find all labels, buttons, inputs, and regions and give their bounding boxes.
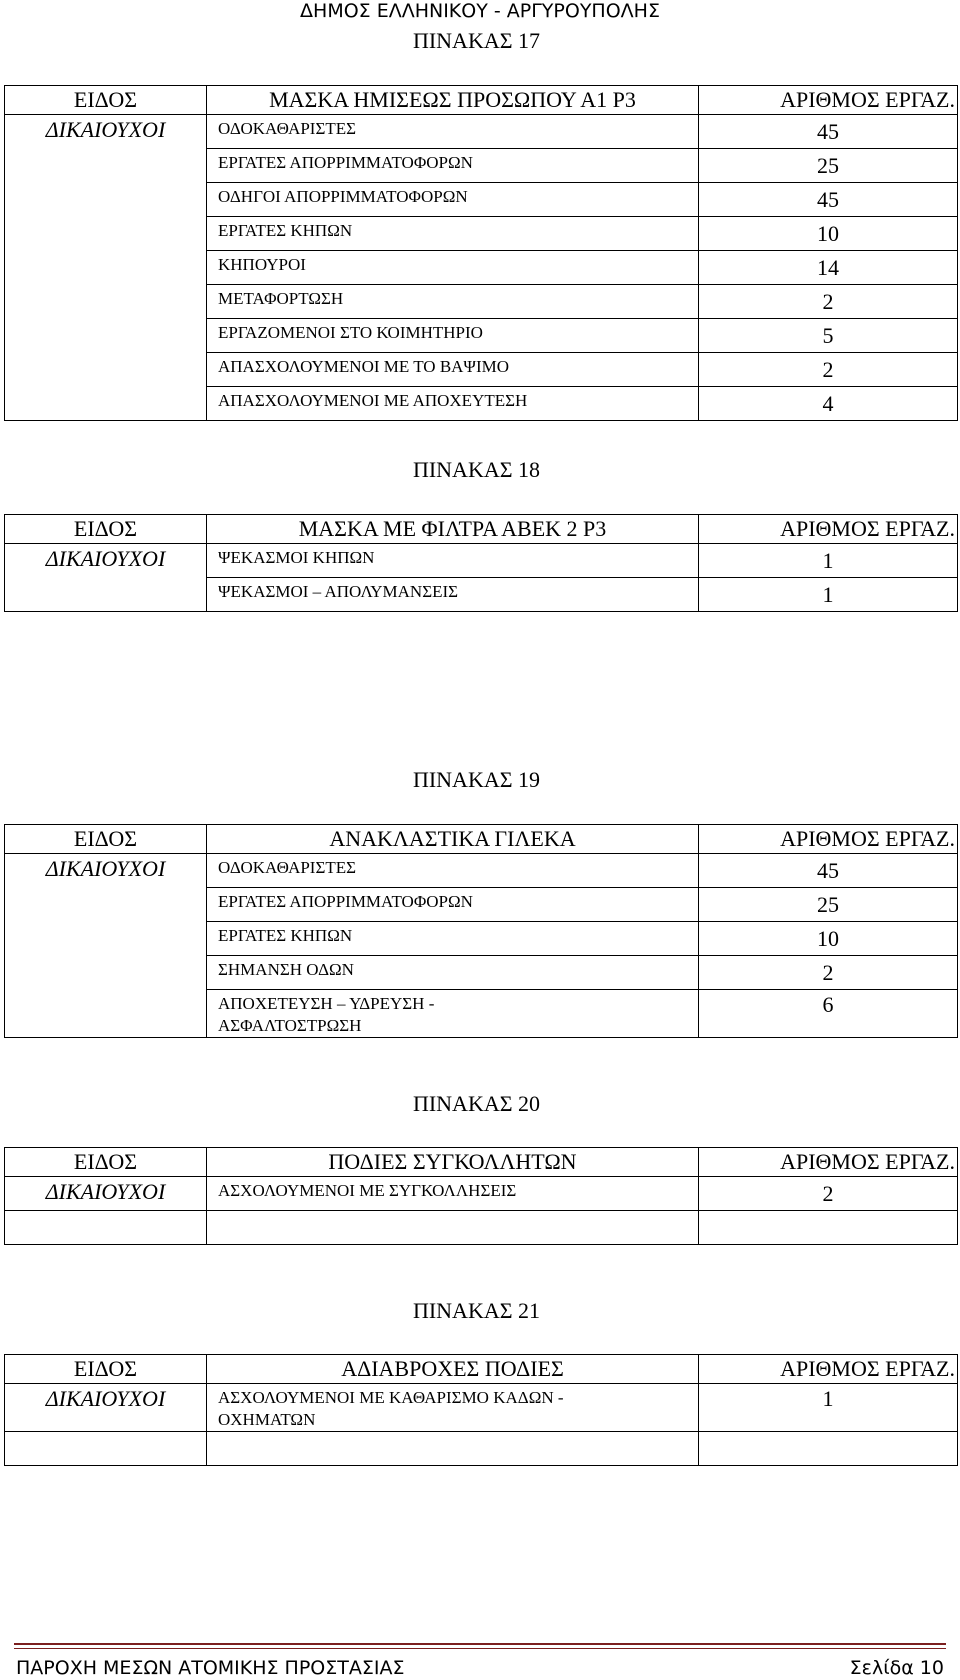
count-cell: 25 — [699, 888, 958, 922]
role-cell: ΣΗΜΑΝΣΗ ΟΔΩΝ — [207, 956, 699, 990]
count-cell: 10 — [699, 922, 958, 956]
role-cell: ΑΠΑΣΧΟΛΟΥΜΕΝΟΙ ΜΕ ΑΠΟΧΕΥΤΕΣΗ — [207, 387, 699, 421]
count-cell — [699, 1432, 958, 1466]
col-count-header: ΑΡΙΘΜΟΣ ΕΡΓΑΖ. — [699, 1355, 958, 1384]
table-row — [5, 1211, 958, 1245]
table-18 — [4, 514, 958, 612]
col-type-header: ΕΙΔΟΣ — [5, 825, 207, 854]
role-cell — [207, 1432, 699, 1466]
role-cell: ΕΡΓΑΤΕΣ ΚΗΠΩΝ — [207, 217, 699, 251]
role-cell: ΕΡΓΑΖΟΜΕΝΟΙ ΣΤΟ ΚΟΙΜΗΤΗΡΙΟ — [207, 319, 699, 353]
item-name: ΑΔΙΑΒΡΟΧΕΣ ΠΟΔΙΕΣ — [207, 1355, 699, 1384]
role-cell: ΨΕΚΑΣΜΟΙ ΚΗΠΩΝ — [207, 544, 699, 578]
table-header-row — [5, 1148, 958, 1177]
count-cell: 1 — [699, 544, 958, 578]
count-cell — [699, 1211, 958, 1245]
table-17 — [4, 85, 958, 421]
role-cell: ΜΕΤΑΦΟΡΤΩΣΗ — [207, 285, 699, 319]
page-header-municipality: ΔΗΜΟΣ ΕΛΛΗΝΙΚΟΥ - ΑΡΓΥΡΟΥΠΟΛΗΣ — [300, 0, 660, 22]
count-cell: 10 — [699, 217, 958, 251]
role-cell: ΟΔΟΚΑΘΑΡΙΣΤΕΣ — [207, 854, 699, 888]
col-type-header: ΕΙΔΟΣ — [5, 1355, 207, 1384]
beneficiaries-label: ΔΙΚΑΙΟΥΧΟΙ — [5, 115, 207, 421]
item-name: ΜΑΣΚΑ ΜΕ ΦΙΛΤΡΑ ΑΒΕΚ 2 Ρ3 — [207, 515, 699, 544]
role-cell: ΕΡΓΑΤΕΣ ΚΗΠΩΝ — [207, 922, 699, 956]
table-header-row — [5, 86, 958, 115]
count-cell: 1 — [699, 578, 958, 612]
col-type-header: ΕΙΔΟΣ — [5, 1148, 207, 1177]
role-cell: ΨΕΚΑΣΜΟΙ – ΑΠΟΛΥΜΑΝΣΕΙΣ — [207, 578, 699, 612]
table-header-row — [5, 825, 958, 854]
table-title-17: ΠΙΝΑΚΑΣ 17 — [412, 28, 541, 53]
empty-cell — [5, 1432, 207, 1466]
role-cell: ΑΣΧΟΛΟΥΜΕΝΟΙ ΜΕ ΚΑΘΑΡΙΣΜΟ ΚΑΔΩΝ - ΟΧΗΜΑΤΩΝ — [207, 1384, 699, 1432]
col-type-header: ΕΙΔΟΣ — [5, 515, 207, 544]
table-19 — [4, 824, 958, 1038]
count-cell: 2 — [699, 1177, 958, 1211]
beneficiaries-label: ΔΙΚΑΙΟΥΧΟΙ — [5, 1177, 207, 1211]
col-type-header: ΕΙΔΟΣ — [5, 86, 207, 115]
table-title-20: ΠΙΝΑΚΑΣ 20 — [412, 1091, 541, 1116]
table-title-19: ΠΙΝΑΚΑΣ 19 — [412, 767, 541, 792]
count-cell: 5 — [699, 319, 958, 353]
table-row — [5, 1177, 958, 1211]
count-cell: 2 — [699, 285, 958, 319]
table-row — [5, 1432, 958, 1466]
footer-page-number: Σελίδα 10 — [849, 1657, 944, 1679]
count-cell: 4 — [699, 387, 958, 421]
count-cell: 2 — [699, 353, 958, 387]
beneficiaries-label: ΔΙΚΑΙΟΥΧΟΙ — [5, 544, 207, 612]
role-cell: ΑΠΟΧΕΤΕΥΣΗ – ΥΔΡΕΥΣΗ - ΑΣΦΑΛΤΟΣΤΡΩΣΗ — [207, 990, 699, 1038]
col-count-header: ΑΡΙΘΜΟΣ ΕΡΓΑΖ. — [699, 515, 958, 544]
role-cell: ΚΗΠΟΥΡΟΙ — [207, 251, 699, 285]
role-cell: ΟΔΗΓΟΙ ΑΠΟΡΡΙΜΜΑΤΟΦΟΡΩΝ — [207, 183, 699, 217]
role-cell: ΑΠΑΣΧΟΛΟΥΜΕΝΟΙ ΜΕ ΤΟ ΒΑΨΙΜΟ — [207, 353, 699, 387]
count-cell: 45 — [699, 115, 958, 149]
role-cell: ΕΡΓΑΤΕΣ ΑΠΟΡΡΙΜΜΑΤΟΦΟΡΩΝ — [207, 888, 699, 922]
role-cell: ΕΡΓΑΤΕΣ ΑΠΟΡΡΙΜΜΑΤΟΦΟΡΩΝ — [207, 149, 699, 183]
table-header-row — [5, 515, 958, 544]
item-name: ΠΟΔΙΕΣ ΣΥΓΚΟΛΛΗΤΩΝ — [207, 1148, 699, 1177]
count-cell: 1 — [699, 1384, 958, 1432]
table-row — [5, 544, 958, 578]
count-cell: 25 — [699, 149, 958, 183]
role-cell: ΟΔΟΚΑΘΑΡΙΣΤΕΣ — [207, 115, 699, 149]
footer-document-title: ΠΑΡΟΧΗ ΜΕΣΩΝ ΑΤΟΜΙΚΗΣ ΠΡΟΣΤΑΣΙΑΣ — [16, 1657, 405, 1679]
beneficiaries-label: ΔΙΚΑΙΟΥΧΟΙ — [5, 1384, 207, 1432]
table-header-row — [5, 1355, 958, 1384]
role-cell — [207, 1211, 699, 1245]
item-name: ΜΑΣΚΑ ΗΜΙΣΕΩΣ ΠΡΟΣΩΠΟΥ Α1 Ρ3 — [207, 86, 699, 115]
table-title-18: ΠΙΝΑΚΑΣ 18 — [412, 457, 541, 482]
role-cell: ΑΣΧΟΛΟΥΜΕΝΟΙ ΜΕ ΣΥΓΚΟΛΛΗΣΕΙΣ — [207, 1177, 699, 1211]
table-20 — [4, 1147, 958, 1245]
count-cell: 45 — [699, 183, 958, 217]
col-count-header: ΑΡΙΘΜΟΣ ΕΡΓΑΖ. — [699, 86, 958, 115]
count-cell: 2 — [699, 956, 958, 990]
table-row — [5, 854, 958, 888]
beneficiaries-label: ΔΙΚΑΙΟΥΧΟΙ — [5, 854, 207, 1038]
table-row — [5, 115, 958, 149]
col-count-header: ΑΡΙΘΜΟΣ ΕΡΓΑΖ. — [699, 825, 958, 854]
table-row — [5, 1384, 958, 1432]
footer-rule-thick — [14, 1643, 946, 1645]
footer-rule-thin — [14, 1648, 946, 1649]
count-cell: 6 — [699, 990, 958, 1038]
count-cell: 14 — [699, 251, 958, 285]
count-cell: 45 — [699, 854, 958, 888]
empty-cell — [5, 1211, 207, 1245]
table-21 — [4, 1354, 958, 1466]
item-name: ΑΝΑΚΛΑΣΤΙΚΑ ΓΙΛΕΚΑ — [207, 825, 699, 854]
table-title-21: ΠΙΝΑΚΑΣ 21 — [412, 1298, 541, 1323]
col-count-header: ΑΡΙΘΜΟΣ ΕΡΓΑΖ. — [699, 1148, 958, 1177]
